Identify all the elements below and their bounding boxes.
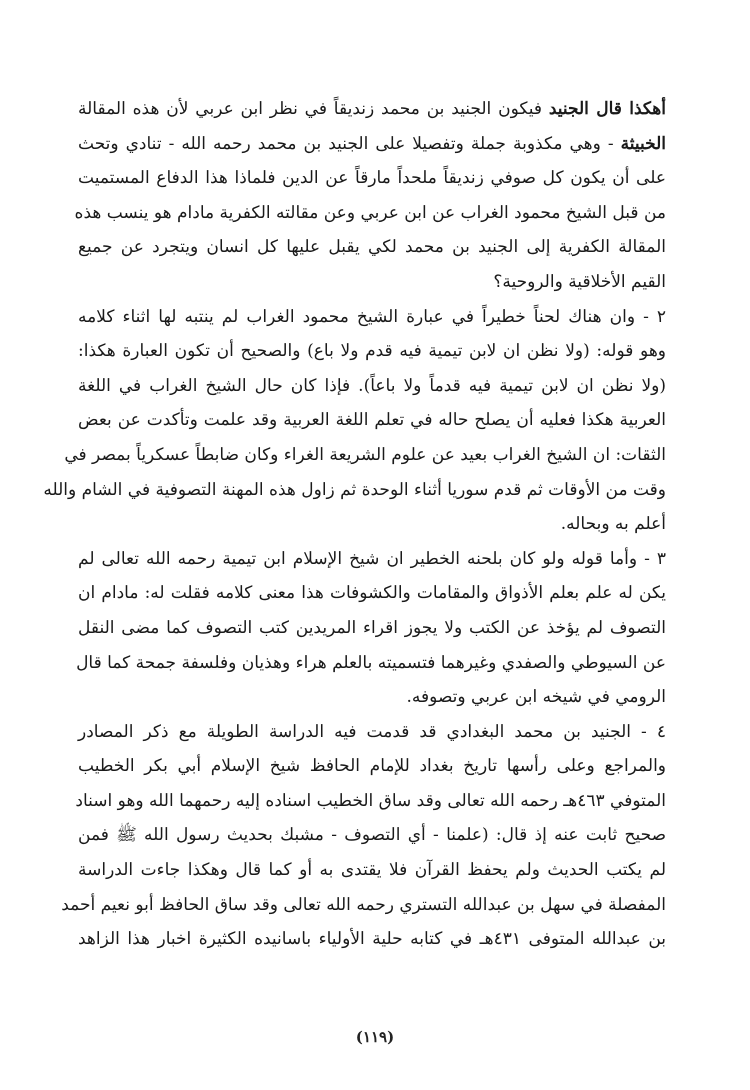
bold-phrase: أهكذا قال الجنيد <box>548 99 666 119</box>
line-text: والمراجع وعلى رأسها تاريخ بغداد للإمام الحافظ شيخ الإسلام أبي بكر الخطيب <box>78 756 666 777</box>
text-line <box>78 403 666 438</box>
line-text: المتوفي ٤٦٣هـ رحمه الله تعالى وقد ساق الخطيب اسناده إليه رحمهما الله وهو اسناد <box>75 790 666 811</box>
text-line <box>74 196 666 231</box>
line-text: يكن له علم بعلم الأذواق والمقامات والكشوفات هذا معنى كلامه فقلت له: مادام ان <box>78 583 666 604</box>
text-line <box>78 300 666 335</box>
text-line <box>78 749 666 784</box>
text-line <box>61 888 666 923</box>
text-line <box>78 611 666 646</box>
line-text: العربية هكذا فعليه أن يصلح حاله في تعلم اللغة العربية وقد علمت وتأكدت عن بعض <box>78 410 666 431</box>
bold-phrase: الخبيثة <box>620 133 666 154</box>
line-text: ٢ - وان هناك لحناً خطيراً في عبارة الشيخ محمود الغراب لم ينتبه لها اثناء كلامه <box>78 306 666 327</box>
text-line <box>78 334 666 369</box>
line-text: (ولا نظن ان لابن تيمية فيه قدماً ولا باعاً). فإذا كان حال الشيخ الغراب في اللغة <box>78 375 666 396</box>
line-text: القيم الأخلاقية والروحية؟ <box>493 271 666 292</box>
text-line <box>78 265 666 300</box>
text-line <box>78 507 666 542</box>
text-line <box>78 576 666 611</box>
body-text <box>43 92 666 957</box>
text-line <box>78 369 666 404</box>
text-line <box>78 715 666 750</box>
text-line <box>78 230 666 265</box>
line-text: الرومي في شيخه ابن عربي وتصوفه. <box>406 687 666 708</box>
line-text: المقالة الكفرية إلى الجنيد بن محمد لكي يقبل عليها كل انسان ويتجرد عن جميع <box>78 237 666 258</box>
line-text: صحيح ثابت عنه إذ قال: (علمنا - أي التصوف - مشبك بحديث رسول الله ﷺ فمن <box>78 825 666 846</box>
line-text: - وهي مكذوبة جملة وتفصيلا على الجنيد بن محمد رحمه الله - تنادي وتحث <box>78 133 621 154</box>
line-text: وهو قوله: (ولا نظن ان لابن تيمية فيه قدم ولا باع) والصحيح أن تكون العبارة هكذا: <box>78 341 666 362</box>
line-text: أعلم به وبحاله. <box>560 514 666 535</box>
text-line <box>78 542 666 577</box>
line-text: ٣ - وأما قوله ولو كان بلحنه الخطير ان شيخ الإسلام ابن تيمية رحمه الله تعالى لم <box>78 548 666 569</box>
text-line <box>43 473 666 508</box>
line-text: الثقات: ان الشيخ الغراب بعيد عن علوم الشريعة الغراء وكان ضابطاً عسكرياً بمصر في <box>64 444 666 465</box>
text-line <box>78 646 666 681</box>
text-line <box>78 922 666 957</box>
line-text: ٤ - الجنيد بن محمد البغدادي قد قدمت فيه الدراسة الطويلة مع ذكر المصادر <box>78 721 666 742</box>
text-line <box>78 818 666 853</box>
page-number: (١١٩) <box>355 1028 395 1046</box>
line-text: عن السيوطي والصفدي وغيرهما فتسميته بالعلم هراء وهذيان وفلسفة جمحة كما قال <box>76 652 666 673</box>
line-text: التصوف لم يؤخذ عن الكتب ولا يجوز اقراء المريدين كتب التصوف كما مضى النقل <box>78 617 666 638</box>
line-text: المفصلة في سهل بن عبدالله التستري رحمه الله تعالى وقد ساق الحافظ أبو نعيم أحمد <box>61 894 666 915</box>
text-line <box>64 438 666 473</box>
text-line <box>78 127 666 162</box>
text-line <box>78 161 666 196</box>
line-text: من قبل الشيخ محمود الغراب عن ابن عربي وعن مقالته الكفرية مادام هو ينسب هذه <box>74 202 666 223</box>
text-line <box>78 92 666 127</box>
text-line <box>75 784 666 819</box>
text-line <box>78 853 666 888</box>
line-text: على أن يكون كل صوفي زنديقاً ملحداً مارقاً عن الدين فلماذا هذا الدفاع المستميت <box>78 168 666 189</box>
line-text: لم يكتب الحديث ولم يحفظ القرآن فلا يقتدى به أو كما قال وهكذا جاءت الدراسة <box>78 860 666 881</box>
line-text: وقت من الأوقات ثم قدم سوريا أثناء الوحدة ثم زاول هذه المهنة التصوفية في الشام والله <box>43 479 666 500</box>
line-text: بن عبدالله المتوفى ٤٣١هـ في كتابه حلية الأولياء باسانيده الكثيرة اخبار هذا الزاهد <box>78 929 666 950</box>
line-text: فيكون الجنيد بن محمد زنديقاً في نظر ابن عربي لأن هذه المقالة <box>78 99 549 119</box>
text-line <box>78 680 666 715</box>
